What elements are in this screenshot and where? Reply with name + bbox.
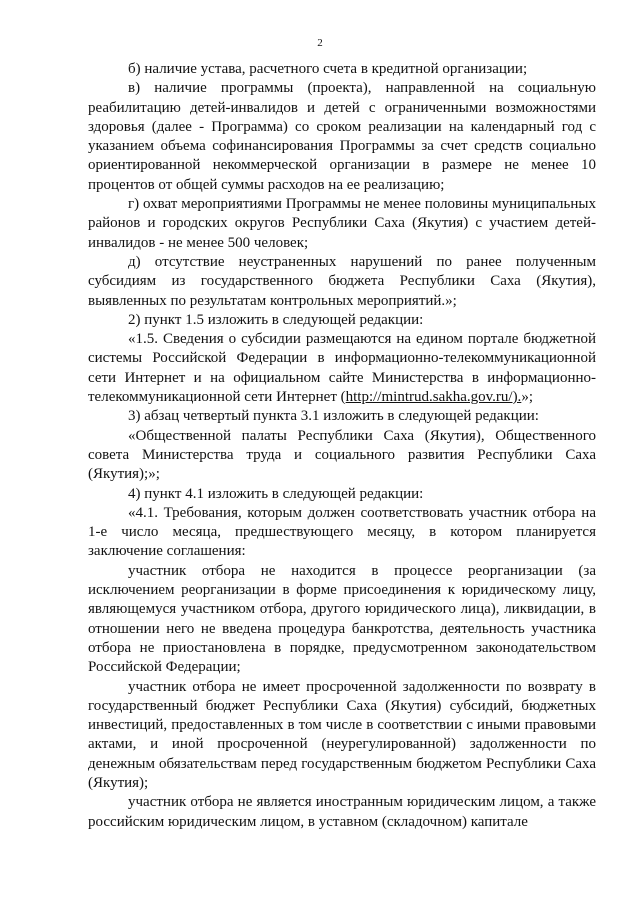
paragraph-item-2: 2) пункт 1.5 изложить в следующей редакции: xyxy=(128,311,424,328)
paragraph-1-5 xyxy=(88,330,596,407)
paragraph-requirement-reorganization: участник отбора не находится в процессе реорганизации (за исключением реорганизации в форме присоединения к юридическому лицу, являющемуся участником отбора, другого юридического лица), ликвидации, в отношении него не введена процедура банкротства, деятельность участника отбора не приостановлена в порядке, предусмотренном законодательством Российской Федерации; xyxy=(88,562,596,676)
paragraph-d: д) отсутствие неустраненных нарушений по ранее полученным субсидиям из государственного бюджета Республики Саха (Якутия), выявленных по результатам контрольных мероприятий.»; xyxy=(88,253,596,309)
paragraph-v: в) наличие программы (проекта), направленной на социальную реабилитацию детей-инвалидов и детей с ограниченными возможностями здоровья (далее - Программа) со сроком реализации на календарный год с указанием объема софинансирования Программы за счет средств социально ориентированной некоммерческой организации в размере не менее 10 процентов от общей суммы расходов на ее реализацию; xyxy=(88,80,596,193)
ministry-website-link[interactable]: http://mintrud.sakha.gov.ru/). xyxy=(345,389,522,406)
paragraph-b: б) наличие устава, расчетного счета в кредитной организации; xyxy=(128,61,528,77)
paragraph-1-5-text: «1.5. Сведения о субсидии размещаются на едином портале бюджетной системы Российской Федерации в информационно-телекоммуникационной сети Интернет и на официальном сайте Министерства в информационно-телекоммуникационной сети Интернет ( xyxy=(88,331,596,406)
paragraph-4-1: «4.1. Требования, которым должен соответствовать участник отбора на 1-е число месяца, предшествующего месяцу, в котором планируется заключение соглашения: xyxy=(88,504,596,560)
paragraph-requirement-debt: участник отбора не имеет просроченной задолженности по возврату в государственный бюджет Республики Саха (Якутия) субсидий, бюджетных инвестиций, предоставленных в том числе в соответствии с иными правовыми актами, и иной просроченной (неурегулированной) задолженности по денежным обязательствам перед государственным бюджетом Республики Саха (Якутия); xyxy=(88,678,596,791)
document-body xyxy=(88,60,596,832)
paragraph-requirement-foreign: участник отбора не является иностранным юридическим лицом, а также российским юридическим лицом, в уставном (складочном) капитале xyxy=(88,794,596,830)
paragraph-item-3: 3) абзац четвертый пункта 3.1 изложить в следующей редакции: xyxy=(128,408,539,425)
page-number: 2 xyxy=(317,37,323,49)
paragraph-public-chamber: «Общественной палаты Республики Саха (Якутия), Общественного совета Министерства труда и социального развития Республики Саха (Якутия);»; xyxy=(88,427,596,483)
paragraph-item-4: 4) пункт 4.1 изложить в следующей редакции: xyxy=(128,485,424,502)
paragraph-1-5-tail: »; xyxy=(521,389,533,406)
paragraph-g: г) охват мероприятиями Программы не менее половины муниципальных районов и городских округов Республики Саха (Якутия) с участием детей-инвалидов - не менее 500 человек; xyxy=(88,196,596,251)
